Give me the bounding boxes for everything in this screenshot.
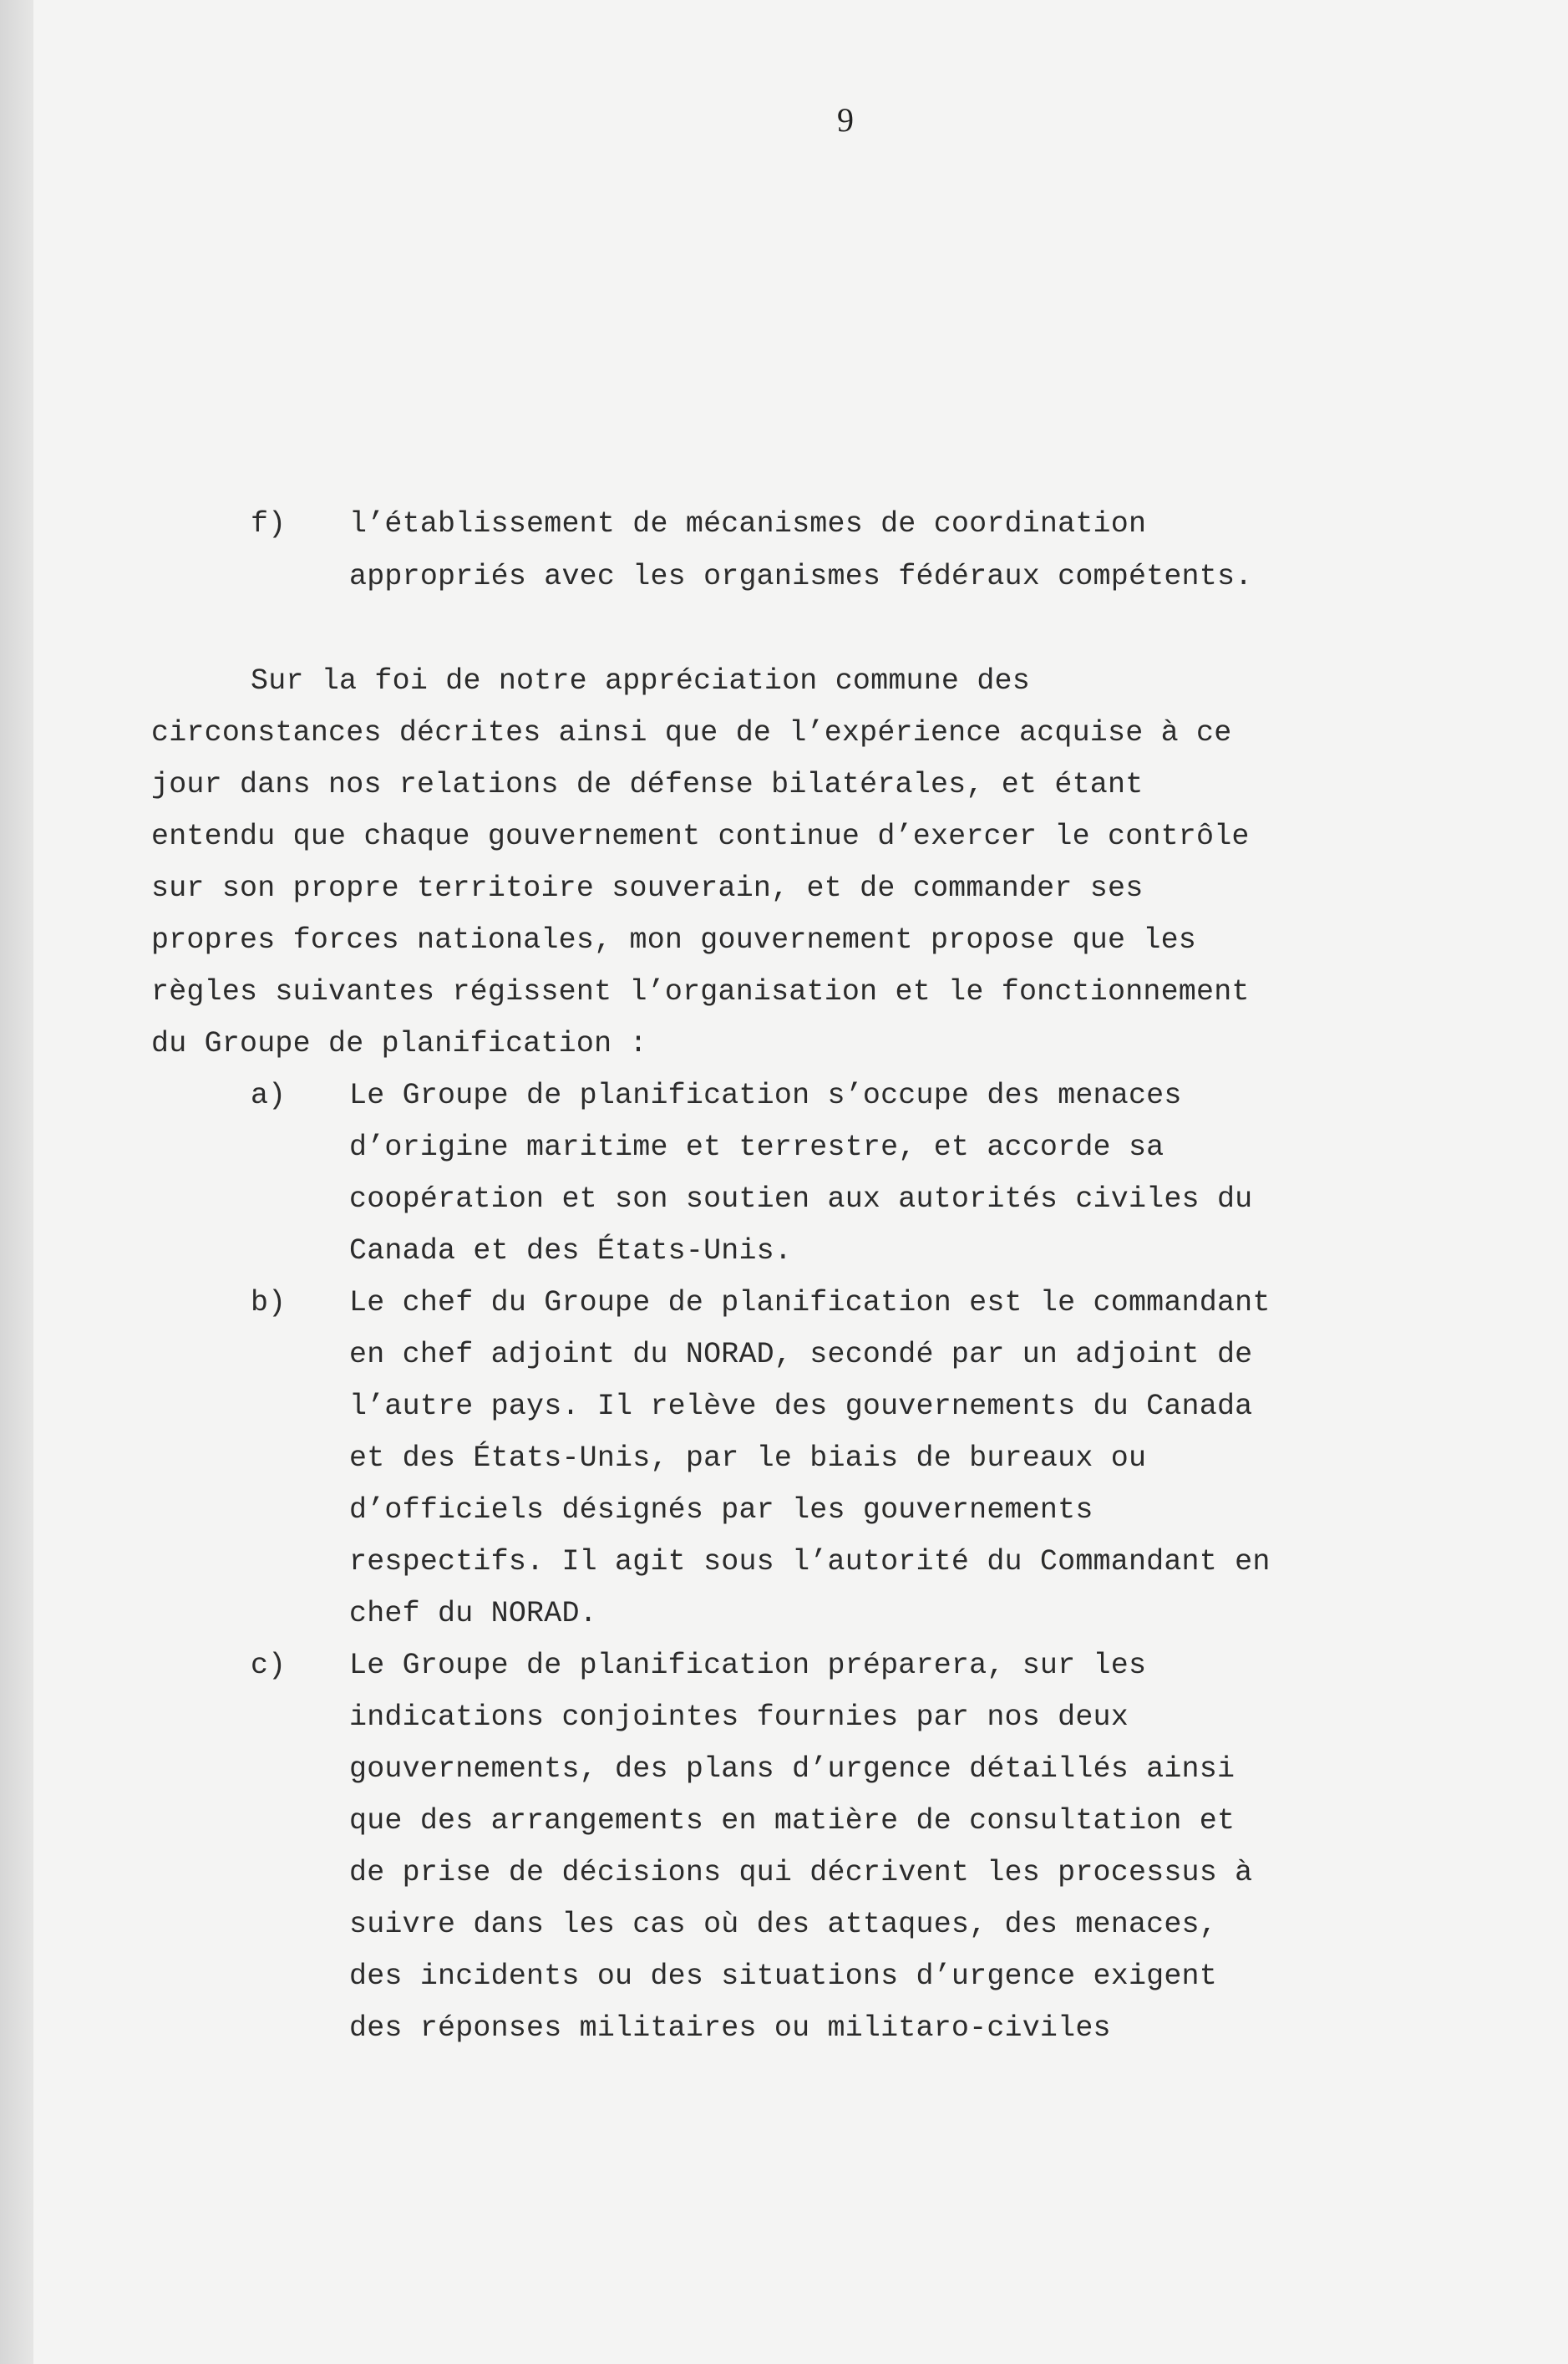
document-page (33, 0, 1568, 2364)
item-c-line: suivre dans les cas où des attaques, des menaces, (349, 1908, 1217, 1941)
item-b-line: d’officiels désignés par les gouvernements (349, 1493, 1094, 1527)
paragraph-line: Sur la foi de notre appréciation commune des (251, 664, 1030, 698)
item-b-line: Le chef du Groupe de planification est le commandant (349, 1286, 1271, 1319)
item-c-line: indications conjointes fournies par nos deux (349, 1701, 1129, 1734)
item-c-line: de prise de décisions qui décrivent les processus à (349, 1856, 1253, 1889)
item-a-line: Le Groupe de planification s’occupe des menaces (349, 1079, 1182, 1112)
item-c-line: que des arrangements en matière de consultation et (349, 1804, 1236, 1838)
paragraph-line: du Groupe de planification : (151, 1027, 647, 1060)
page-edge-shadow (0, 0, 33, 2364)
paragraph-line: jour dans nos relations de défense bilatérales, et étant (151, 768, 1144, 801)
item-c-line: Le Groupe de planification préparera, sur les (349, 1649, 1147, 1682)
item-c-line: des réponses militaires ou militaro-civiles (349, 2011, 1111, 2045)
item-b-line: et des États-Unis, par le biais de bureaux ou (349, 1441, 1147, 1475)
item-b-line: l’autre pays. Il relève des gouvernements du Canada (349, 1390, 1253, 1423)
item-a-line: d’origine maritime et terrestre, et accorde sa (349, 1131, 1165, 1164)
item-c-marker: c) (251, 1649, 287, 1682)
paragraph-line: entendu que chaque gouvernement continue d’exercer le contrôle (151, 820, 1250, 853)
item-b-line: en chef adjoint du NORAD, secondé par un adjoint de (349, 1338, 1253, 1371)
item-c-line: des incidents ou des situations d’urgence exigent (349, 1960, 1217, 1993)
paragraph-line: règles suivantes régissent l’organisation et le fonctionnement (151, 975, 1250, 1009)
item-b-line: chef du NORAD. (349, 1597, 597, 1630)
paragraph-line: circonstances décrites ainsi que de l’expérience acquise à ce (151, 716, 1232, 750)
page-number: 9 (837, 101, 854, 139)
paragraph-line: sur son propre territoire souverain, et de commander ses (151, 872, 1144, 905)
item-f-marker: f) (251, 507, 287, 541)
item-a-line: Canada et des États-Unis. (349, 1234, 793, 1268)
item-a-line: coopération et son soutien aux autorités civiles du (349, 1182, 1253, 1216)
item-f-line: appropriés avec les organismes fédéraux compétents. (349, 560, 1253, 593)
item-b-line: respectifs. Il agit sous l’autorité du Commandant en (349, 1545, 1271, 1579)
item-b-marker: b) (251, 1286, 287, 1319)
item-f-line: l’établissement de mécanismes de coordination (349, 507, 1147, 541)
item-a-marker: a) (251, 1079, 287, 1112)
paragraph-line: propres forces nationales, mon gouvernement propose que les (151, 923, 1197, 957)
item-c-line: gouvernements, des plans d’urgence détaillés ainsi (349, 1752, 1236, 1786)
